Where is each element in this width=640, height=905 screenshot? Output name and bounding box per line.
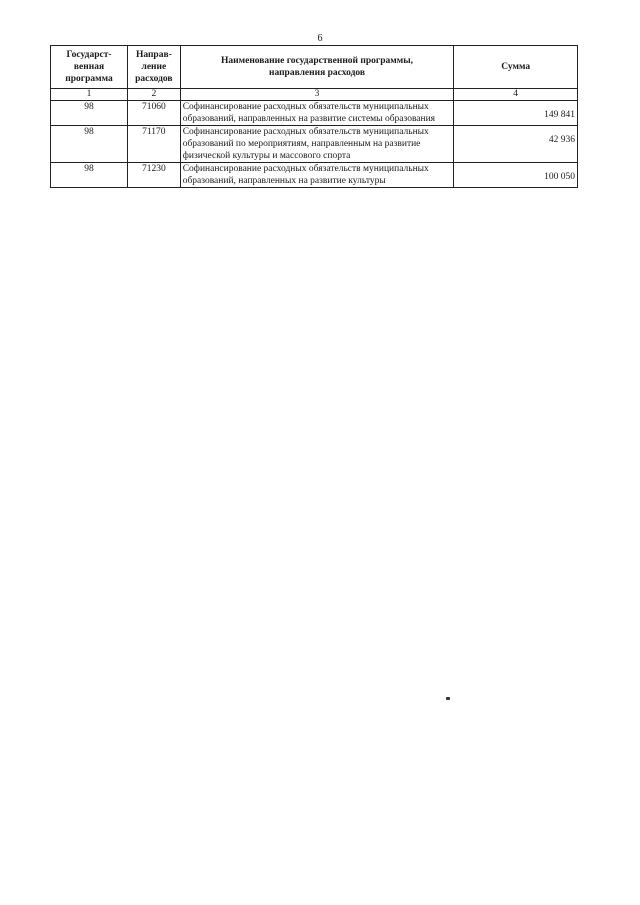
header-sum: Сумма [454, 46, 578, 89]
amount-cell [454, 163, 578, 188]
amount-value: 42 936 [548, 135, 575, 145]
expense-name: Софинансирование расходных обязательств муниципальных образований по мероприятиям, направленным на развитие физической культуры и массового спорта [180, 126, 454, 163]
column-number: 3 [180, 89, 454, 101]
expense-name: Софинансирование расходных обязательств муниципальных образований, направленных на развитие системы образования [180, 101, 454, 126]
page-number: 6 [317, 33, 323, 44]
direction-code: 71230 [128, 163, 181, 188]
program-code: 98 [51, 101, 128, 126]
header-program: Государст- венная программа [51, 46, 128, 89]
header-name: Наименование государственной программы, направления расходов [180, 46, 454, 89]
scan-speck [446, 697, 450, 700]
column-number: 2 [128, 89, 181, 101]
table-row [51, 163, 578, 188]
amount-value: 100 050 [544, 172, 575, 182]
program-code: 98 [51, 163, 128, 188]
column-number: 1 [51, 89, 128, 101]
column-number-row [51, 89, 578, 101]
column-number: 4 [454, 89, 578, 101]
table-row [51, 101, 578, 126]
amount-cell [454, 126, 578, 163]
table-row [51, 126, 578, 163]
program-code: 98 [51, 126, 128, 163]
expense-name: Софинансирование расходных обязательств муниципальных образований, направленных на развитие культуры [180, 163, 454, 188]
table-header-row [51, 46, 578, 89]
amount-value: 149 841 [544, 110, 575, 120]
direction-code: 71060 [128, 101, 181, 126]
header-direction: Направ- ление расходов [128, 46, 181, 89]
direction-code: 71170 [128, 126, 181, 163]
amount-cell [454, 101, 578, 126]
budget-table [50, 45, 578, 188]
